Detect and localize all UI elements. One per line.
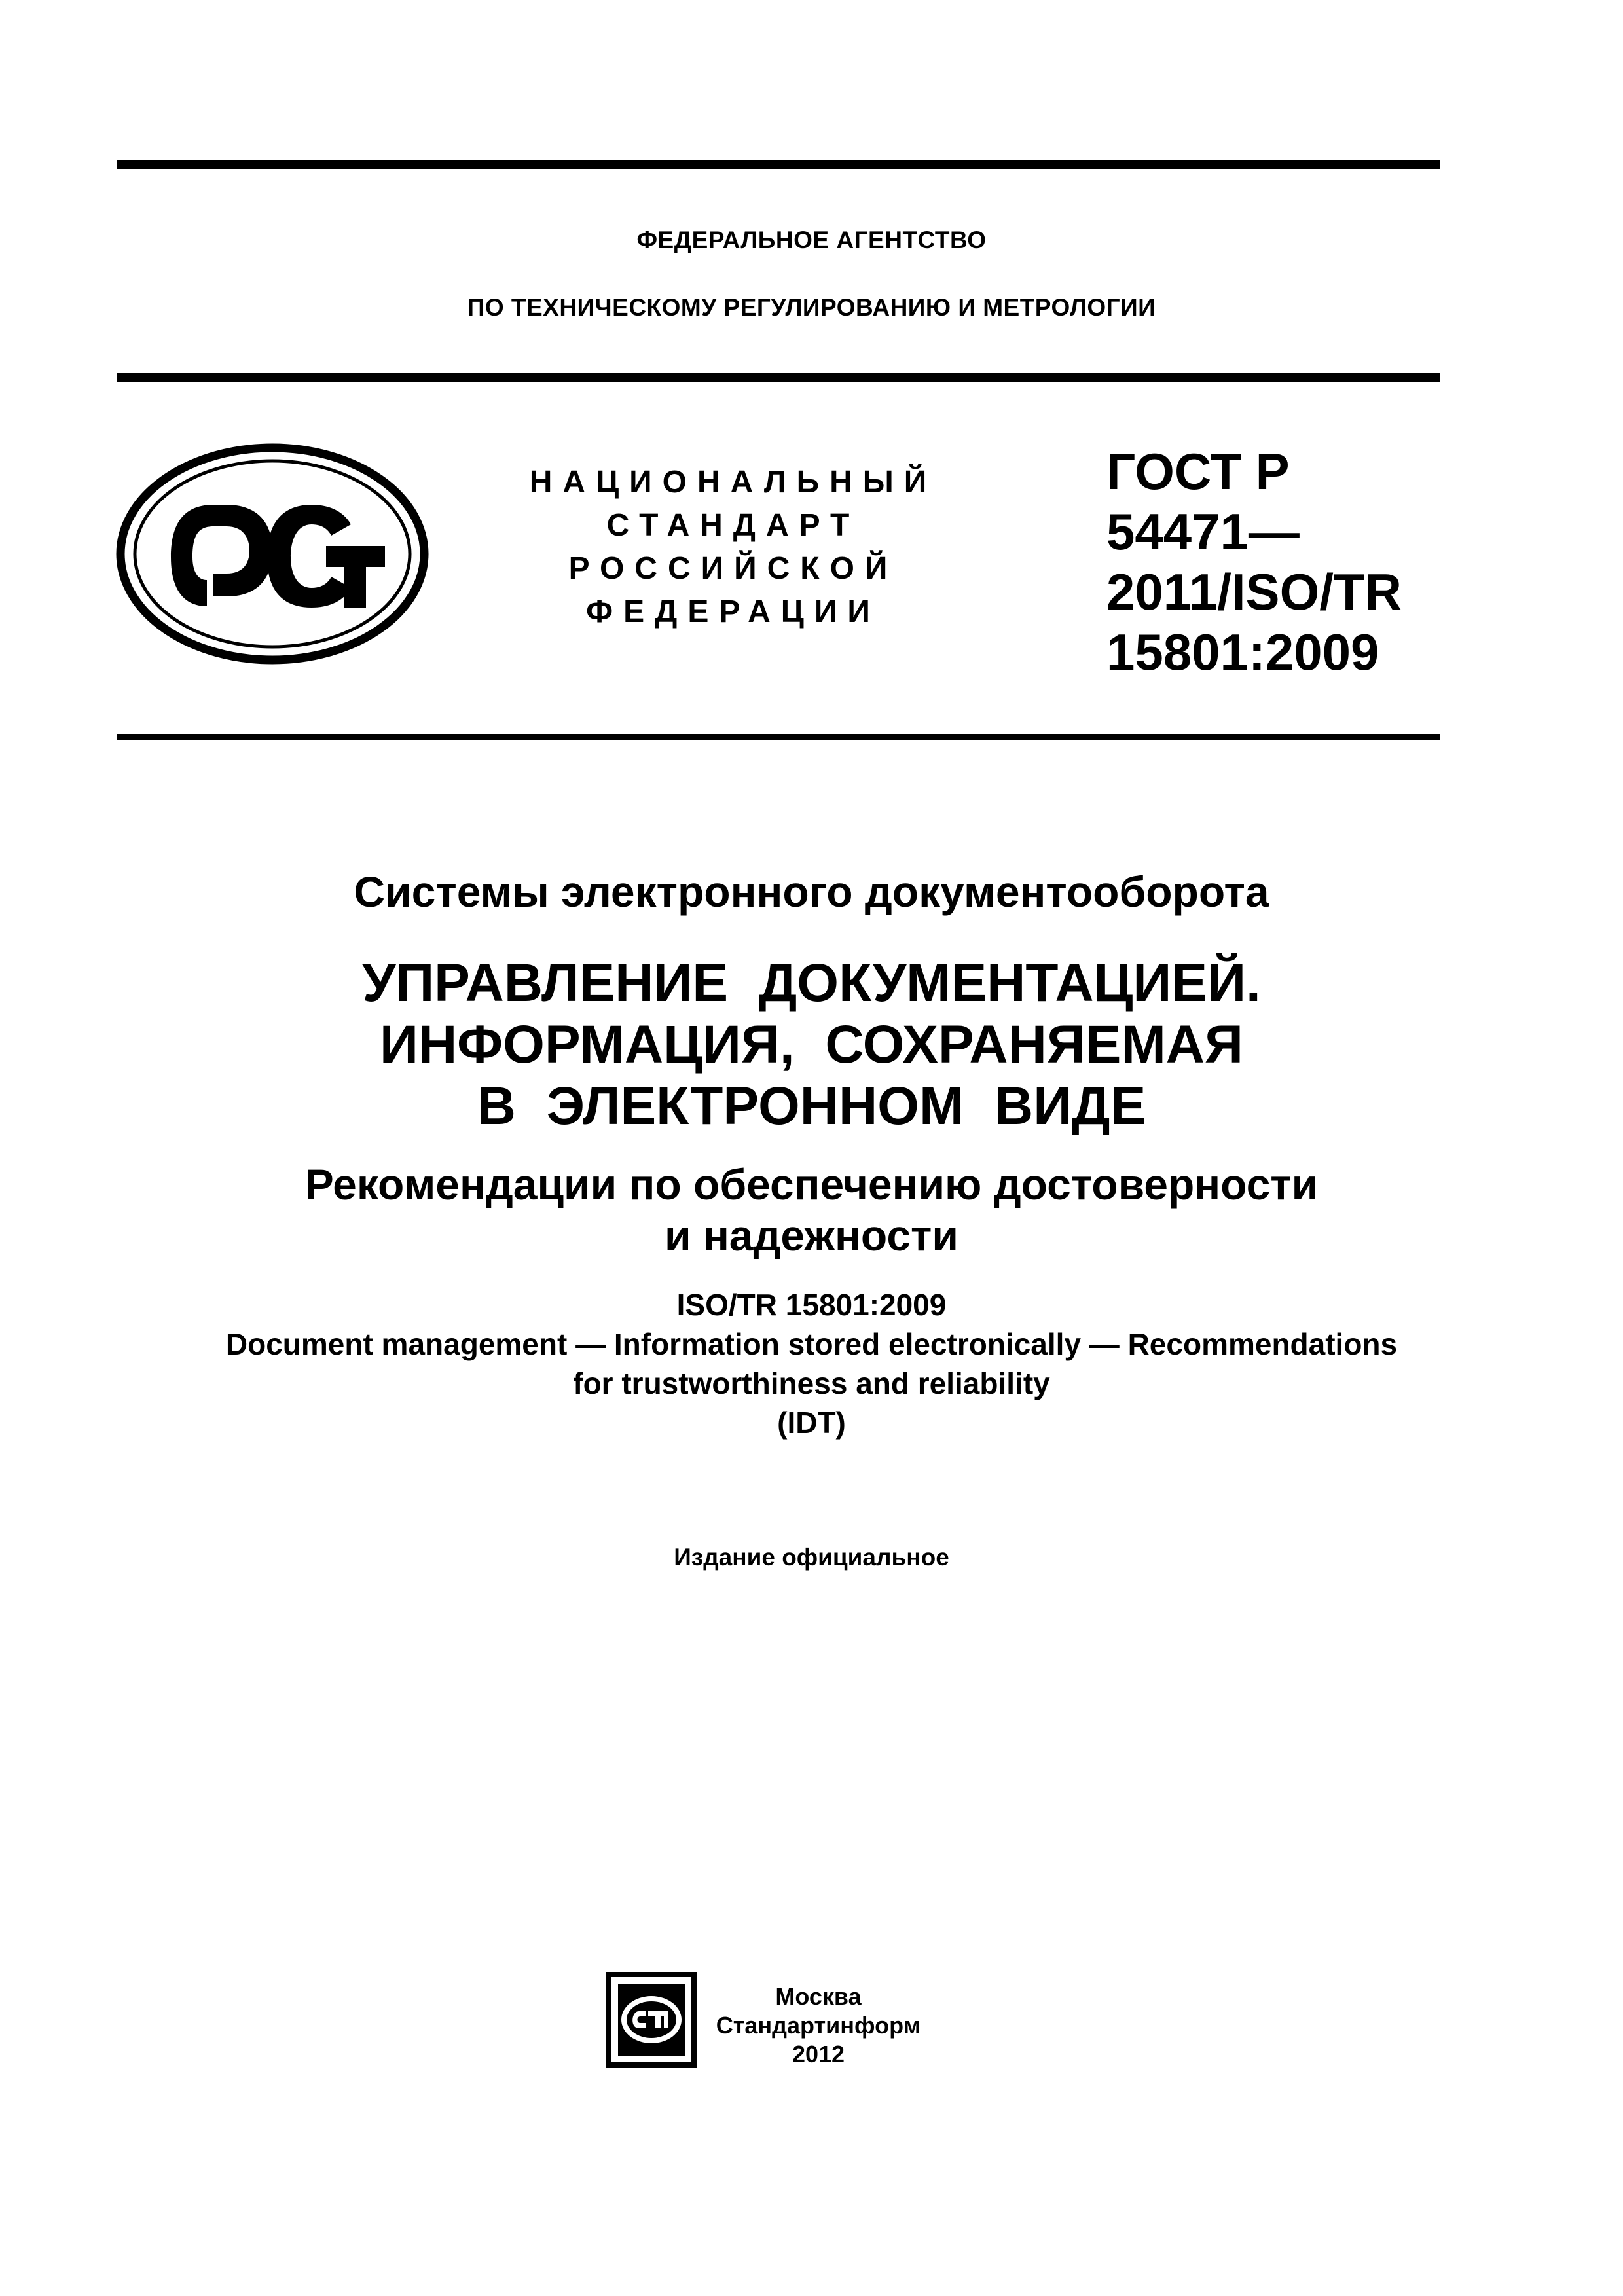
publisher-city: Москва bbox=[775, 1983, 862, 2010]
gost-r-logo-icon bbox=[115, 443, 429, 665]
main-title bbox=[0, 953, 1623, 1137]
iso-line-4: (IDT) bbox=[777, 1406, 846, 1440]
iso-line-2: Document management — Information stored electronically — Recommendations bbox=[225, 1327, 1398, 1361]
subtitle bbox=[0, 1159, 1623, 1261]
top-rule bbox=[117, 160, 1440, 169]
main-title-line-1: УПРАВЛЕНИЕ ДОКУМЕНТАЦИЕЙ. bbox=[362, 953, 1261, 1013]
national-line-4: ФЕДЕРАЦИИ bbox=[586, 594, 881, 629]
agency-line-2: ПО ТЕХНИЧЕСКОМУ РЕГУЛИРОВАНИЮ И МЕТРОЛОГИИ bbox=[467, 294, 1156, 321]
gost-designation bbox=[1106, 441, 1434, 682]
national-line-2: СТАНДАРТ bbox=[606, 508, 860, 543]
national-standard-label bbox=[498, 461, 969, 634]
gost-line-2: 54471— bbox=[1106, 503, 1300, 560]
iso-line-3: for trustworthiness and reliability bbox=[573, 1366, 1050, 1400]
title-line-1: Системы электронного документооборота bbox=[354, 867, 1269, 916]
subtitle-line-1: Рекомендации по обеспечению достоверности bbox=[304, 1160, 1319, 1209]
gost-line-3: 2011/ISO/TR bbox=[1106, 563, 1402, 621]
national-line-1: НАЦИОНАЛЬНЫЙ bbox=[529, 465, 938, 500]
subtitle-line-2: и надежности bbox=[665, 1211, 958, 1260]
edition-label: Издание официальное bbox=[674, 1544, 949, 1571]
publisher-year: 2012 bbox=[792, 2041, 845, 2068]
section-rule bbox=[117, 734, 1440, 740]
publisher-name: Стандартинформ bbox=[716, 2012, 921, 2039]
national-line-3: РОССИЙСКОЙ bbox=[568, 551, 898, 586]
gost-line-1: ГОСТ Р bbox=[1106, 443, 1290, 500]
agency-line-1: ФЕДЕРАЛЬНОЕ АГЕНТСТВО bbox=[636, 227, 987, 253]
iso-reference bbox=[0, 1285, 1623, 1442]
publisher-info bbox=[707, 1982, 930, 2069]
standartinform-logo-icon bbox=[605, 1971, 698, 2069]
iso-line-1: ISO/TR 15801:2009 bbox=[676, 1288, 947, 1322]
main-title-line-3: В ЭЛЕКТРОННОМ ВИДЕ bbox=[477, 1076, 1146, 1136]
header-rule bbox=[117, 373, 1440, 382]
gost-line-4: 15801:2009 bbox=[1106, 623, 1379, 681]
main-title-line-2: ИНФОРМАЦИЯ, СОХРАНЯЕМАЯ bbox=[380, 1015, 1243, 1074]
